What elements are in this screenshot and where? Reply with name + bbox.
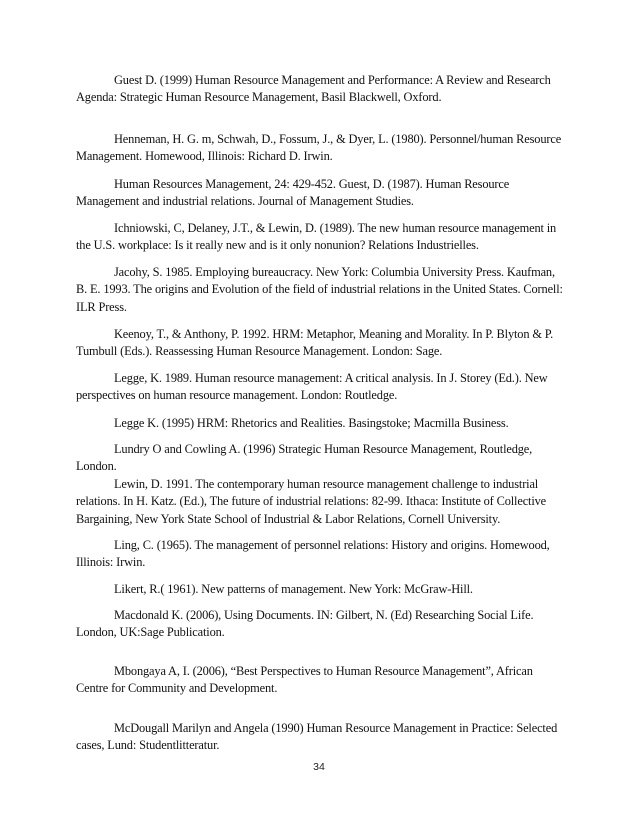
reference-lewin-1991: Lewin, D. 1991. The contemporary human resource management challenge to industrial relations. In H. Katz. (Ed.), The future of industrial relations: 82-99. Ithaca: Institute of Collective Bargaining, New York State School of Industrial & Labor Relations, Cornell University. (76, 477, 547, 526)
page-number: 34 (313, 761, 325, 773)
reference-ichniowski-1989: Ichniowski, C, Delaney, J.T., & Lewin, D. (1989). The new human resource management in the U.S. workplace: Is it really new and is it only nonunion? Relations Industrielles. (76, 221, 557, 253)
reference-likert-1961: Likert, R.( 1961). New patterns of management. New York: McGraw-Hill. (114, 582, 473, 596)
reference-jacohy-1985: Jacohy, S. 1985. Employing bureaucracy. New York: Columbia University Press. Kaufman, B. E. 1993. The origins and Evolution of the field of industrial relations in the United States. Cornell: ILR Press. (76, 265, 563, 314)
reference-legge-1995: Legge K. (1995) HRM: Rhetorics and Realities. Basingstoke; Macmilla Business. (114, 416, 509, 430)
reference-mbongaya-2006: Mbongaya A, I. (2006), “Best Perspectives to Human Resource Management”, African Centre for Community and Development. (76, 664, 533, 696)
reference-mcdougall-1990: McDougall Marilyn and Angela (1990) Human Resource Management in Practice: Selected cases, Lund: Studentlitteratur. (76, 721, 558, 753)
reference-ling-1965: Ling, C. (1965). The management of personnel relations: History and origins. Homewood, Illinois: Irwin. (76, 538, 550, 570)
reference-henneman-1980: Henneman, H. G. m, Schwah, D., Fossum, J., & Dyer, L. (1980). Personnel/human Resource Management. Homewood, Illinois: Richard D. Irwin. (76, 132, 562, 164)
reference-lundry-1996: Lundry O and Cowling A. (1996) Strategic Human Resource Management, Routledge, London. (76, 442, 533, 474)
reference-keenoy-1992: Keenoy, T., & Anthony, P. 1992. HRM: Metaphor, Meaning and Morality. In P. Blyton & P. Tumbull (Eds.). Reassessing Human Resource Management. London: Sage. (76, 327, 554, 359)
reference-macdonald-2006: Macdonald K. (2006), Using Documents. IN: Gilbert, N. (Ed) Researching Social Life. London, UK:Sage Publication. (76, 608, 534, 640)
reference-guest-1999: Guest D. (1999) Human Resource Management and Performance: A Review and Research Agenda: Strategic Human Resource Management, Basil Blackwell, Oxford. (76, 73, 551, 105)
reference-guest-1987: Human Resources Management, 24: 429-452. Guest, D. (1987). Human Resource Management and industrial relations. Journal of Management Studies. (76, 177, 510, 209)
reference-legge-1989: Legge, K. 1989. Human resource management: A critical analysis. In J. Storey (Ed.). New perspectives on human resource management. London: Routledge. (76, 371, 548, 403)
